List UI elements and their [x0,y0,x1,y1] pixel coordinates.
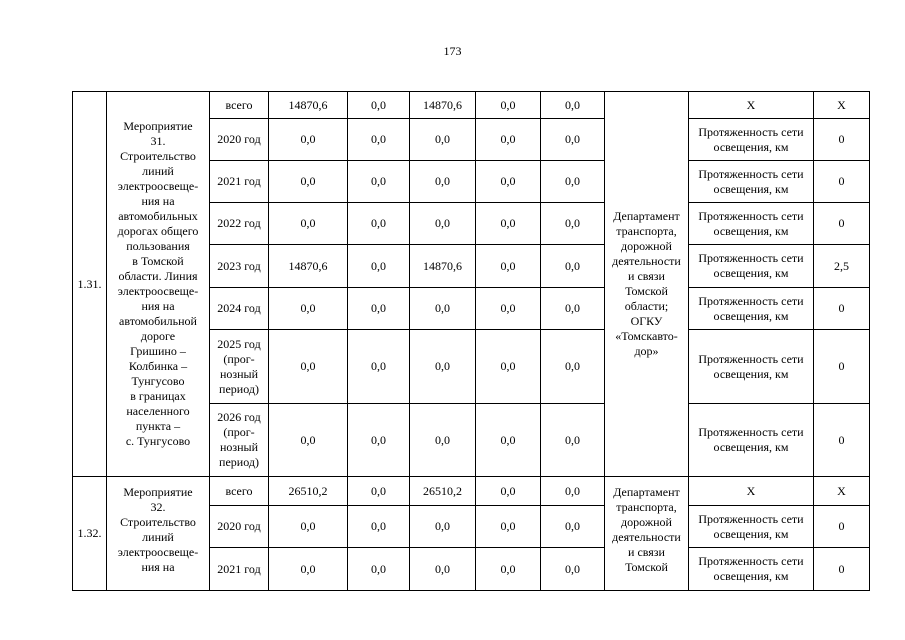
value-cell: 0,0 [541,92,605,119]
activity-name-line: ния на [141,560,175,574]
indicator-value-cell: 0 [814,506,870,548]
indicator-line: освещения, км [713,366,789,381]
value-cell: 0,0 [541,245,605,288]
value-cell: 0,0 [410,404,476,477]
executor-line: дорожной [621,515,672,529]
value-cell: 0,0 [348,245,410,288]
period-line: 2021 год [217,561,261,576]
value-cell: 0,0 [348,288,410,330]
period-line: 2020 год [217,132,261,146]
value-cell: 0,0 [476,288,541,330]
executor-line: Томской [625,560,668,574]
value-cell: 0,0 [348,92,410,119]
period-cell [210,203,269,245]
value-cell: 0,0 [348,506,410,548]
executor-line: области; [624,299,669,313]
indicator-line: освещения, км [713,139,789,154]
indicator-value-cell: 2,5 [814,245,870,288]
executor-line: деятельности [612,254,681,268]
value-cell: 0,0 [476,245,541,288]
value-cell: 0,0 [348,404,410,477]
indicator-line: Протяженность сети [698,208,804,223]
activity-name-line: с. Тунгусово [125,434,191,448]
table-row [73,92,870,119]
value-cell: 14870,6 [410,245,476,288]
activity-name-line: линий [142,530,174,544]
indicator-value-cell: Х [814,92,870,119]
activity-name-cell [107,477,210,591]
executor-line: транспорта, [616,224,677,238]
executor-line: «Томскавто- [615,329,678,343]
period-cell [210,477,269,506]
activity-name-line: пункта – [135,419,181,433]
period-line: нозный [219,366,259,381]
indicator-line: Протяженность сети [698,251,804,265]
activity-name-line: линий [142,164,174,178]
indicator-line: освещения, км [713,223,789,238]
indicator-value-cell: 0 [814,548,870,591]
value-cell: 0,0 [541,288,605,330]
period-line: (прог- [223,425,255,439]
indicator-value-cell: 0 [814,330,870,404]
row-number-cell: 1.31. [73,92,107,477]
value-cell: 26510,2 [410,477,476,506]
indicator-line: освещения, км [713,569,789,583]
executor-line: Томской [625,284,668,298]
period-cell [210,245,269,288]
value-cell: 0,0 [476,506,541,548]
indicator-line: Протяженность сети [698,166,804,181]
executor-line: Департамент [613,209,680,223]
indicator-line: Протяженность сети [698,425,804,439]
value-cell: 0,0 [476,477,541,506]
value-cell: 0,0 [476,330,541,404]
value-cell: 0,0 [269,203,348,245]
value-cell: 0,0 [541,330,605,404]
activity-name-line: Мероприятие [123,119,193,133]
period-line: период) [219,455,259,469]
value-cell: 0,0 [410,506,476,548]
indicator-value-cell: Х [814,477,870,506]
period-line: период) [219,381,259,396]
activity-name-line: в границах [130,389,186,403]
indicator-name-cell [689,119,814,161]
indicator-line: освещения, км [713,526,789,541]
value-cell: 0,0 [269,288,348,330]
value-cell: 0,0 [410,548,476,591]
value-cell: 26510,2 [269,477,348,506]
value-cell: 0,0 [348,119,410,161]
page-number: 173 [443,44,462,58]
executor-line: транспорта, [616,500,677,514]
value-cell: 0,0 [476,548,541,591]
executor-cell [605,477,689,591]
value-cell: 0,0 [410,203,476,245]
value-cell: 0,0 [410,119,476,161]
activity-name-line: пользования [126,239,190,253]
indicator-name-cell [689,506,814,548]
period-line: 2025 год [217,336,261,351]
value-cell: 0,0 [269,404,348,477]
value-cell: 0,0 [269,548,348,591]
activity-name-line: дорогах общего [117,224,199,238]
indicator-name-cell [689,203,814,245]
row-number-cell: 1.32. [73,477,107,591]
executor-line: Департамент [613,485,680,499]
table-body [73,92,870,591]
indicator-value-cell: 0 [814,203,870,245]
indicator-line: Протяженность сети [698,293,804,308]
indicator-value-cell: 0 [814,161,870,203]
period-line: нозный [219,440,259,454]
period-cell [210,161,269,203]
value-cell: 0,0 [269,330,348,404]
value-cell: 0,0 [348,330,410,404]
activity-name-line: дороге [140,329,176,343]
value-cell: 0,0 [541,404,605,477]
activity-name-line: области. Линия [118,269,198,283]
activity-name-line: автомобильных [118,209,198,223]
value-cell: 0,0 [476,119,541,161]
executor-line: дор» [634,344,659,358]
period-cell [210,404,269,477]
value-cell: 0,0 [476,404,541,477]
value-cell: 14870,6 [269,92,348,119]
indicator-line: Х [746,483,756,498]
value-cell: 0,0 [269,506,348,548]
indicator-line: освещения, км [713,266,789,280]
table-row [73,477,870,506]
activity-name-line: населенного [126,404,190,418]
period-line: всего [225,97,253,112]
indicator-value-cell: 0 [814,119,870,161]
indicator-line: освещения, км [713,181,789,196]
indicator-name-cell [689,161,814,203]
indicator-name-cell [689,330,814,404]
indicator-name-cell [689,477,814,506]
indicator-value-cell: 0 [814,404,870,477]
period-cell [210,119,269,161]
activity-name-line: электроосвеще- [117,179,199,193]
period-cell [210,288,269,330]
value-cell: 0,0 [541,477,605,506]
activity-name-line: в Томской [132,254,184,268]
value-cell: 0,0 [541,548,605,591]
value-cell: 0,0 [541,161,605,203]
value-cell: 14870,6 [410,92,476,119]
indicator-name-cell [689,288,814,330]
indicator-name-cell [689,245,814,288]
activity-name-cell [107,92,210,477]
value-cell: 0,0 [541,119,605,161]
period-cell [210,506,269,548]
executor-cell [605,92,689,477]
activity-name-line: 31. [150,134,166,148]
period-cell [210,92,269,119]
value-cell: 0,0 [476,92,541,119]
period-line: всего [225,483,253,498]
activity-name-line: электроосвеще- [117,284,199,298]
period-cell [210,330,269,404]
period-line: 2022 год [217,216,261,230]
value-cell: 0,0 [348,548,410,591]
value-cell: 0,0 [410,288,476,330]
period-line: 2024 год [217,301,261,315]
activity-name-line: Колбинка – [128,359,188,373]
activity-name-line: ния на [141,299,175,313]
activity-name-line: Мероприятие [123,485,193,499]
value-cell: 14870,6 [269,245,348,288]
executor-line: деятельности [612,530,681,544]
value-cell: 0,0 [541,506,605,548]
indicator-line: Протяженность сети [698,351,804,366]
period-line: 2020 год [217,519,261,533]
period-line: 2021 год [217,174,261,188]
executor-line: дорожной [621,239,672,253]
value-cell: 0,0 [348,161,410,203]
period-cell [210,548,269,591]
executor-line: и связи [628,269,665,283]
value-cell: 0,0 [348,477,410,506]
value-cell: 0,0 [410,330,476,404]
indicator-name-cell [689,548,814,591]
value-cell: 0,0 [410,161,476,203]
value-cell: 0,0 [541,203,605,245]
indicator-line: освещения, км [713,308,789,323]
executor-line: ОГКУ [630,314,663,328]
activity-name-line: электроосвеще- [117,545,199,559]
value-cell: 0,0 [476,203,541,245]
indicator-line: Протяженность сети [698,511,804,526]
activity-name-line: ния на [141,194,175,208]
value-cell: 0,0 [476,161,541,203]
value-cell: 0,0 [269,161,348,203]
indicator-line: Х [746,97,756,112]
executor-line: и связи [628,545,665,559]
activity-name-line: автомобильной [119,314,197,328]
activity-name-line: 32. [150,500,166,514]
activity-name-line: Строительство [120,515,196,529]
value-cell: 0,0 [269,119,348,161]
indicator-name-cell [689,92,814,119]
indicator-line: освещения, км [713,440,789,454]
indicator-line: Протяженность сети [698,124,804,139]
period-line: 2026 год [217,410,261,424]
activity-name-line: Строительство [120,149,196,163]
activity-name-line: Гришино – [130,344,186,358]
period-line: 2023 год [217,258,261,273]
activities-table [72,91,870,591]
activity-name-line: Тунгусово [131,374,185,388]
value-cell: 0,0 [348,203,410,245]
indicator-line: Протяженность сети [698,554,804,568]
period-line: (прог- [223,351,255,366]
indicator-name-cell [689,404,814,477]
indicator-value-cell: 0 [814,288,870,330]
